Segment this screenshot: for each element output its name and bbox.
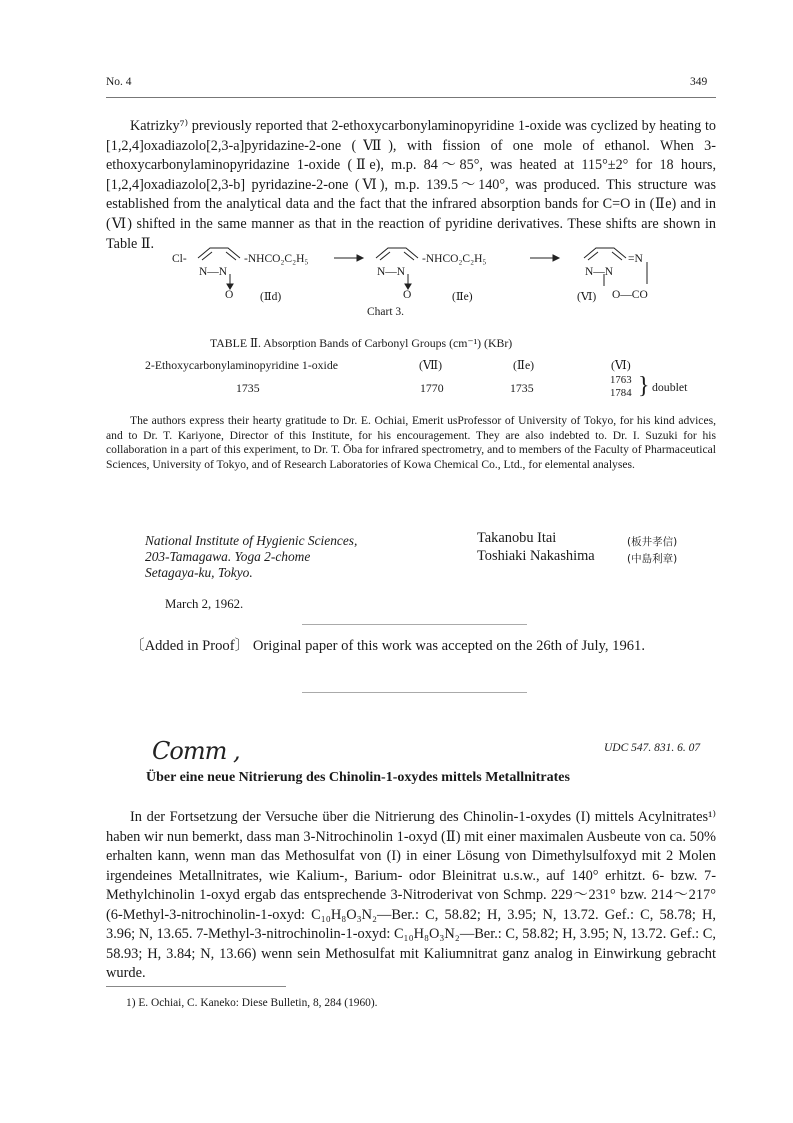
journal-issue: No. 4: [106, 76, 132, 88]
table-header-pyridine: 2-Ethoxycarbonylaminopyridine 1-oxide: [145, 358, 338, 372]
footnote: 1) E. Ochiai, C. Kaneko: Diese Bulletin, 8, 284 (1960).: [126, 997, 378, 1009]
ring-nitrogen-end: =N: [628, 253, 643, 265]
author-name-nakashima: Toshiaki Nakashima: [477, 548, 595, 564]
table-cell-vii: 1770: [420, 381, 444, 395]
table-header-iie: (Ⅱe): [513, 358, 535, 372]
table-cell-iie: 1735: [510, 381, 534, 395]
author-jp-nakashima: (中島利章): [627, 553, 678, 565]
pyridazine-ring-iie: [376, 248, 418, 260]
doublet-brace: }: [638, 373, 650, 399]
footnote-rule: [106, 986, 286, 987]
intro-paragraph: Katrizky⁷⁾ previously reported that 2-ethoxycarbonylaminopyridine 1-oxide was cyclized by heating to [1,2,4]oxadiazolo[2,3-a]pyridazine-2-one (Ⅶ), with fission of one mole of ethanol. When 3-ethoxycarbonylaminopyridazine 1-oxide (Ⅱe), m.p. 84～85°, was heated at 115°±2° for 18 hours, [1,2,4]oxadiazolo[2,3-b] pyridazine-2-one (Ⅵ), m.p. 139.5～140°, was produced. This structure was established from the analytical data and the fact that the infrared absorption bands for C=O in (Ⅱe) and in (Ⅵ) shifted in the same manner as that in the reaction of pyridine derivatives. These shifts are shown in Table Ⅱ.: [106, 118, 716, 252]
acknowledgement: The authors express their hearty gratitude to Dr. E. Ochiai, Emerit usProfessor of University of Tokyo, for his kind advices, and to Dr. T. Kariyone, Director of this Institute, for his encouragement. They are also indebted to. Dr. I. Suzuki for his collaboration in a part of this experiment, to Dr. T. Ōba for infrared spectrometry, and to members of the Faculty of Pharmaceutical Sciences, University of Tokyo, and of Research Laboratories of Kowa Chemical Co., Ltd., for elemental analyses.: [106, 414, 716, 471]
table-title: TABLE Ⅱ. Absorption Bands of Carbonyl Groups (cm⁻¹) (KBr): [210, 336, 513, 350]
affiliation-line-1: National Institute of Hygienic Sciences,: [145, 533, 358, 548]
header-rule: [106, 97, 716, 98]
table-header-vi: (Ⅵ): [611, 358, 631, 372]
ring-nitrogens-1: N—N: [199, 266, 228, 278]
udc-code: UDC 547. 831. 6. 07: [604, 742, 701, 754]
author-name-itai: Takanobu Itai: [477, 530, 557, 546]
affiliation-line-3: Setagaya-ku, Tokyo.: [145, 565, 253, 580]
added-in-proof: 〔Added in Proof〕 Original paper of this work was accepted on the 26th of July, 1961.: [130, 638, 645, 654]
received-date: March 2, 1962.: [165, 597, 244, 611]
carbamate-substituent-2: -NHCO₂C₂H₅: [422, 253, 487, 265]
pyridazine-ring-vi: [584, 248, 626, 260]
reaction-arrow-1: [334, 255, 363, 261]
article-title: Über eine neue Nitrierung des Chinolin-1-oxydes mittels Metallnitrates: [146, 770, 570, 785]
table-cell-vi-1: 1763: [610, 374, 632, 386]
table-cell-pyridine: 1735: [236, 381, 260, 395]
chart-caption: Chart 3.: [367, 306, 405, 318]
oxide-oxygen-1: O: [225, 289, 234, 301]
carbamate-substituent-1: -NHCO₂C₂H₅: [244, 253, 309, 265]
page-number: 349: [690, 76, 708, 88]
compound-label-iie: (Ⅱe): [452, 291, 473, 303]
affiliation-line-2: 203-Tamagawa. Yoga 2-chome: [145, 549, 311, 564]
table-cell-vi-2: 1784: [610, 387, 632, 399]
n-oxide-arrow-2: [405, 274, 411, 289]
reaction-arrow-2: [530, 255, 559, 261]
handwritten-note: Comm ,: [152, 737, 240, 765]
n-oxide-arrow-1: [227, 274, 233, 289]
pyridazine-ring-iid: [198, 248, 240, 260]
oxide-oxygen-2: O: [403, 289, 412, 301]
compound-label-vi: (Ⅵ): [577, 291, 597, 303]
oxadiazolone-bridge: O—CO: [612, 289, 648, 301]
author-jp-itai: (板井孝信): [627, 536, 678, 548]
section-rule-2: [302, 692, 527, 693]
ring-nitrogens-3: N—N: [585, 266, 614, 278]
ring-nitrogens-2: N—N: [377, 266, 406, 278]
table-note-doublet: doublet: [652, 380, 688, 394]
affiliation: [145, 533, 357, 581]
section-rule-1: [302, 624, 527, 625]
german-paragraph: In der Fortsetzung der Versuche über die Nitrierung des Chinolin-1-oxydes (I) mittels Acylnitrates¹⁾ haben wir nun bemerkt, dass man 3-Nitrochinolin 1-oxyd (Ⅱ) mit einer maximalen Ausbeute von ca. 50% erhalten kann, wenn man das Methosulfat von (I) in einer Lösung von Dimethylsulfoxyd mit 2 Molen irgendeines Metallnitrates, wie Kalium-, Barium- odor Bleinitrat u.s.w., auf 140° erhitzt. 6- bzw. 7-Methylchinolin 1-oxyd ergab das entsprechende 3-Nitroderivat von Schmp. 229～231° bzw. 214～217° (6-Methyl-3-nitrochinolin-1-oxyd: C₁₀H₈O₃N₂—Ber.: C, 58.82; H, 3.95; N, 13.72. Gef.: C, 58.78; H, 3.96; N, 13.65. 7-Methyl-3-nitrochinolin-1-oxyd: C₁₀H₈O₃N₂—Ber.: C, 58.82; H, 3.95; N, 13.72. Gef.: C, 58.93; H, 3.84; N, 13.66) wenn sein Methosulfat mit Kaliumnitrat ganz analog in Einwirkung gebracht wurde.: [106, 809, 716, 981]
table-header-vii: (Ⅶ): [419, 358, 443, 372]
compound-label-iid: (Ⅱd): [260, 291, 282, 303]
chloro-substituent: Cl-: [172, 253, 187, 265]
